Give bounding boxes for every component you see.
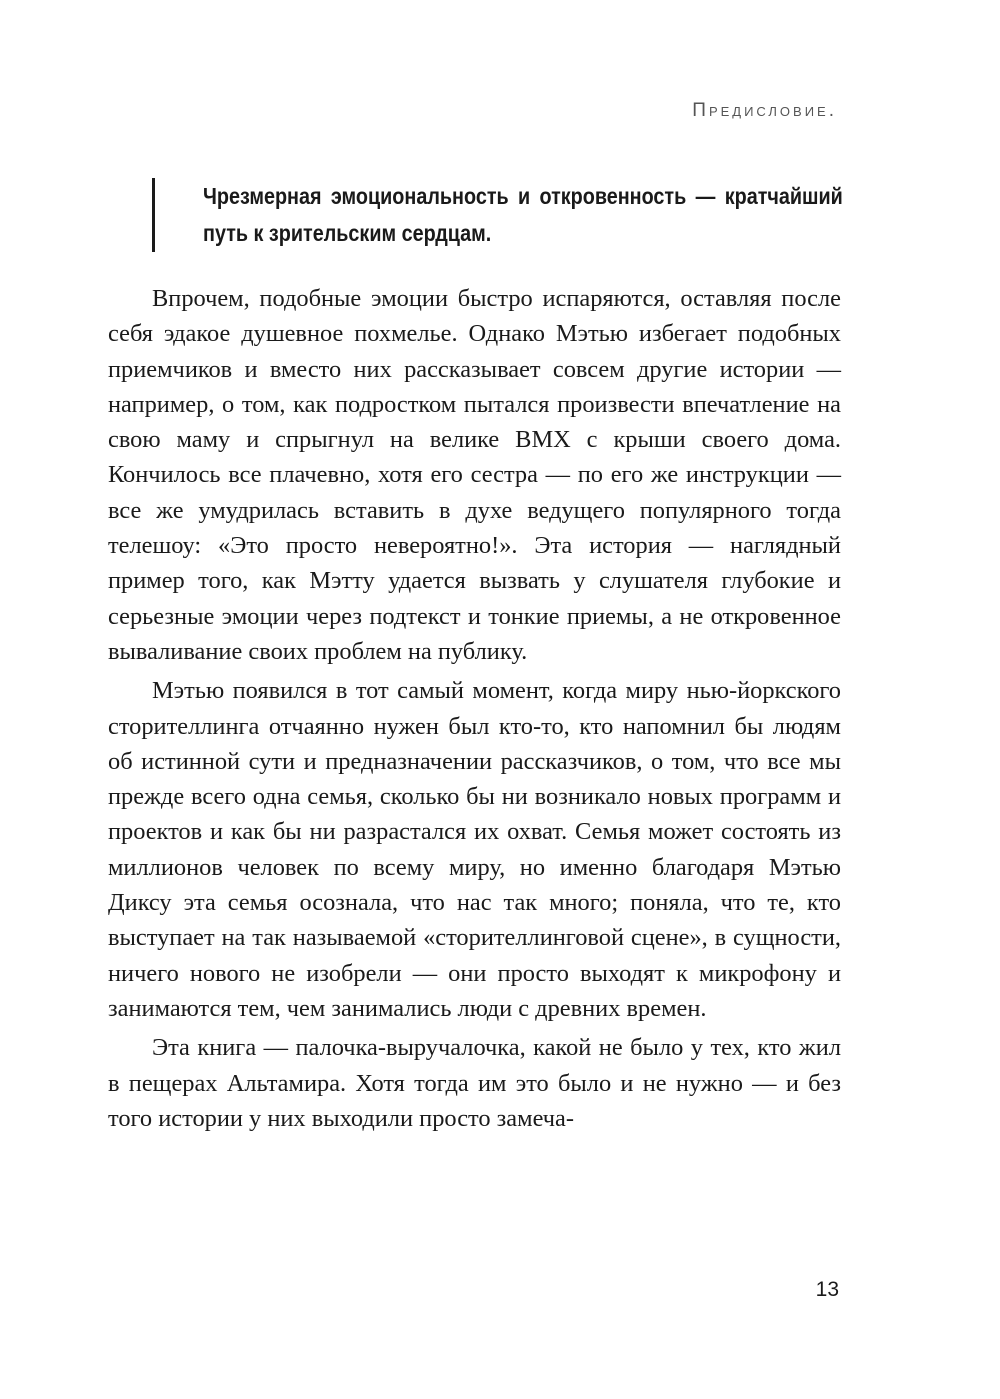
pull-quote xyxy=(152,178,842,252)
page-number: 13 xyxy=(815,1278,839,1301)
pull-quote-text: Чрезмерная эмоциональность и откровенность — кратчайший путь к зрительским сердцам. xyxy=(203,183,843,246)
body-text xyxy=(108,281,841,1140)
paragraph: Эта книга — палочка-выручалочка, какой не было у тех, кто жил в пещерах Альтамира. Хотя тогда им это было и не нужно — и без того истории у них выходили просто замеча- xyxy=(108,1034,841,1132)
running-head: Предисловие. xyxy=(692,100,837,121)
paragraph: Впрочем, подобные эмоции быстро испаряются, оставляя после себя эдакое душевное похмелье. Однако Мэтью избегает подобных приемчиков и вместо них рассказывает совсем другие истории — например, о том, как подростком пытался произвести впечатление на свою маму и спрыгнул на велике BMX с крыши своего дома. Кончилось все плачевно, хотя его сестра — по его же инструкции — все же умудрилась вставить в духе ведущего популярного тогда телешоу: «Это просто невероятно!». Эта история — наглядный пример того, как Мэтту удается вызвать у слушателя глубокие и серьезные эмоции через подтекст и тонкие приемы, а не откровенное вываливание своих проблем на публику. xyxy=(108,285,841,665)
paragraph: Мэтью появился в тот самый момент, когда миру нью-йоркского сторителлинга отчаянно нужен был кто-то, кто напомнил бы людям об истинной сути и предназначении рассказчиков, о том, что все мы прежде всего одна семья, сколько бы ни возникало новых программ и проектов и как бы ни разрастался их охват. Семья может состоять из миллионов человек по всему миру, но именно благодаря Мэтью Диксу эта семья осознала, что нас так много; поняла, что те, кто выступает на так называемой «сторителлинговой сцене», в сущности, ничего нового не изобрели — они просто выходят к микрофону и занимаются тем, чем занимались люди с древних времен. xyxy=(108,677,841,1022)
